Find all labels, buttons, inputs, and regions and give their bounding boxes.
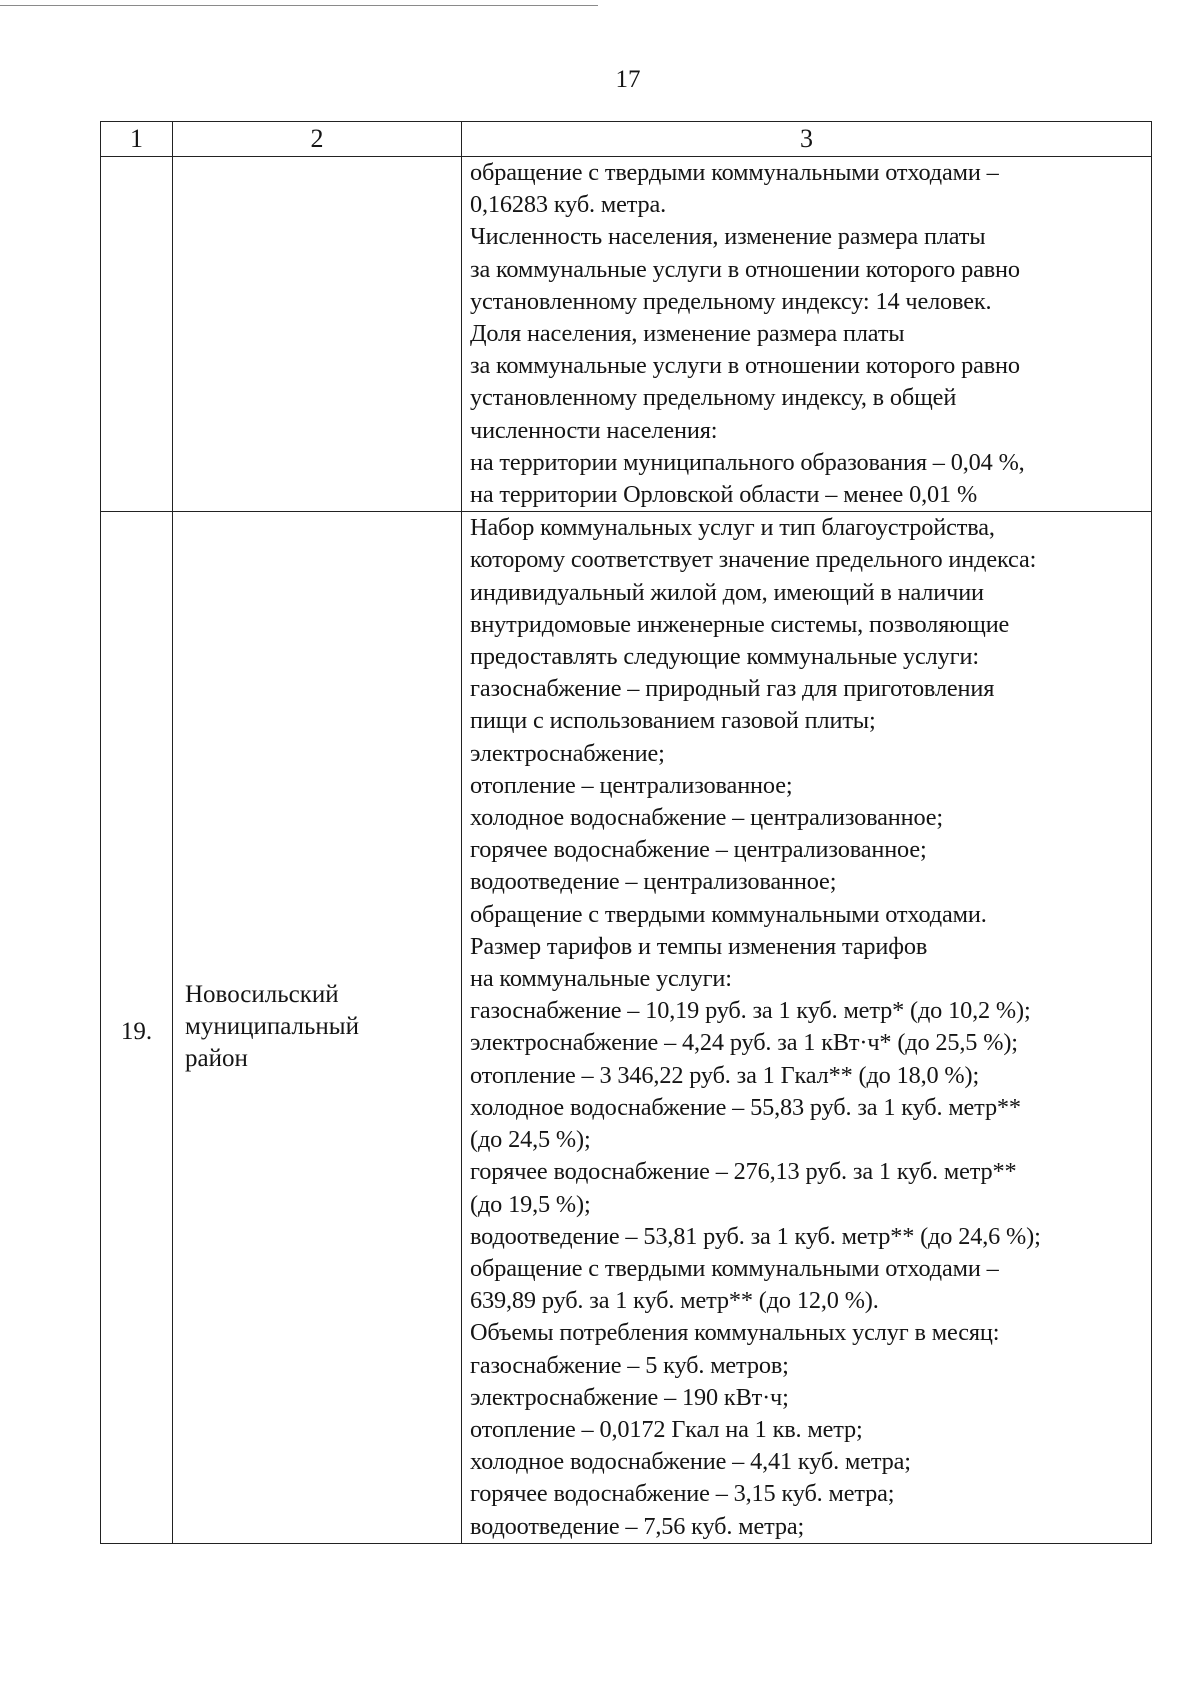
text-line: на территории муниципального образования – 0,04 %, xyxy=(470,448,1025,476)
text-line: индивидуальный жилой дом, имеющий в наличии xyxy=(470,578,984,606)
text-line: пищи с использованием газовой плиты; xyxy=(470,707,876,735)
text-line: на территории Орловской области – менее 0,01 % xyxy=(470,481,978,509)
text-line: Объемы потребления коммунальных услуг в месяц: xyxy=(470,1319,1000,1347)
page-number: 17 xyxy=(615,66,641,93)
text-line: Набор коммунальных услуг и тип благоустройства, xyxy=(470,514,995,542)
table-row-19 xyxy=(101,512,1152,1544)
text-line: горячее водоснабжение – 3,15 куб. метра; xyxy=(470,1480,895,1508)
text-line: 639,89 руб. за 1 куб. метр** (до 12,0 %). xyxy=(470,1287,879,1315)
text-line: водоотведение – централизованное; xyxy=(470,868,837,896)
name-line: муниципальный xyxy=(185,1013,359,1041)
text-line: электроснабжение – 190 кВт·ч; xyxy=(470,1383,789,1411)
text-line: за коммунальные услуги в отношении которого равно xyxy=(470,255,1020,283)
top-rule xyxy=(0,5,598,6)
text-line: горячее водоснабжение – 276,13 руб. за 1 куб. метр** xyxy=(470,1158,1017,1186)
text-line: установленному предельному индексу, в общей xyxy=(470,384,957,412)
text-line: обращение с твердыми коммунальными отходами – xyxy=(470,159,999,186)
text-line: за коммунальные услуги в отношении которого равно xyxy=(470,352,1020,380)
text-line: Доля населения, изменение размера платы xyxy=(470,320,905,348)
text-line: предоставлять следующие коммунальные услуги: xyxy=(470,643,979,671)
row-name-cell xyxy=(173,157,462,512)
text-line: отопление – централизованное; xyxy=(470,771,793,799)
text-line: установленному предельному индексу: 14 человек. xyxy=(470,287,992,315)
text-line: водоотведение – 7,56 куб. метра; xyxy=(470,1512,805,1540)
text-line: численности населения: xyxy=(470,416,718,444)
column-header: 1 xyxy=(101,122,173,157)
name-line: Новосильский xyxy=(185,981,339,1009)
text-line: газоснабжение – природный газ для приготовления xyxy=(470,675,995,703)
text-line: на коммунальные услуги: xyxy=(470,965,732,993)
text-line: (до 24,5 %); xyxy=(470,1126,591,1154)
text-line: Размер тарифов и темпы изменения тарифов xyxy=(470,932,928,960)
row-number-cell: 19. xyxy=(101,512,173,1544)
row-text-cell xyxy=(462,512,1152,1544)
text-line: 0,16283 куб. метра. xyxy=(470,191,667,219)
text-line: горячее водоснабжение – централизованное; xyxy=(470,836,927,864)
table-header-row xyxy=(101,122,1152,157)
text-line: электроснабжение – 4,24 руб. за 1 кВт·ч* (до 25,5 %); xyxy=(470,1029,1018,1057)
column-header: 2 xyxy=(173,122,462,157)
text-line: холодное водоснабжение – централизованное; xyxy=(470,804,944,832)
text-line: отопление – 3 346,22 руб. за 1 Гкал** (до 18,0 %); xyxy=(470,1061,980,1089)
text-line: обращение с твердыми коммунальными отходами – xyxy=(470,1254,999,1282)
text-line: внутридомовые инженерные системы, позволяющие xyxy=(470,610,1010,638)
row-number-cell xyxy=(101,157,173,512)
text-line: холодное водоснабжение – 4,41 куб. метра; xyxy=(470,1448,911,1476)
text-line: Численность населения, изменение размера платы xyxy=(470,223,986,251)
text-line: (до 19,5 %); xyxy=(470,1190,591,1218)
text-line: отопление – 0,0172 Гкал на 1 кв. метр; xyxy=(470,1415,863,1443)
row-name-cell xyxy=(173,512,462,1544)
column-header: 3 xyxy=(462,122,1152,157)
data-table xyxy=(100,121,1152,1544)
text-line: электроснабжение; xyxy=(470,739,665,767)
name-line: район xyxy=(185,1045,248,1073)
text-line: обращение с твердыми коммунальными отходами. xyxy=(470,900,987,928)
row-text-cell xyxy=(462,157,1152,512)
text-line: газоснабжение – 5 куб. метров; xyxy=(470,1351,789,1379)
text-line: холодное водоснабжение – 55,83 руб. за 1 куб. метр** xyxy=(470,1093,1021,1121)
text-line: газоснабжение – 10,19 руб. за 1 куб. метр* (до 10,2 %); xyxy=(470,997,1031,1025)
table-row-continued xyxy=(101,157,1152,512)
text-line: которому соответствует значение предельного индекса: xyxy=(470,546,1037,574)
text-line: водоотведение – 53,81 руб. за 1 куб. метр** (до 24,6 %); xyxy=(470,1222,1041,1250)
